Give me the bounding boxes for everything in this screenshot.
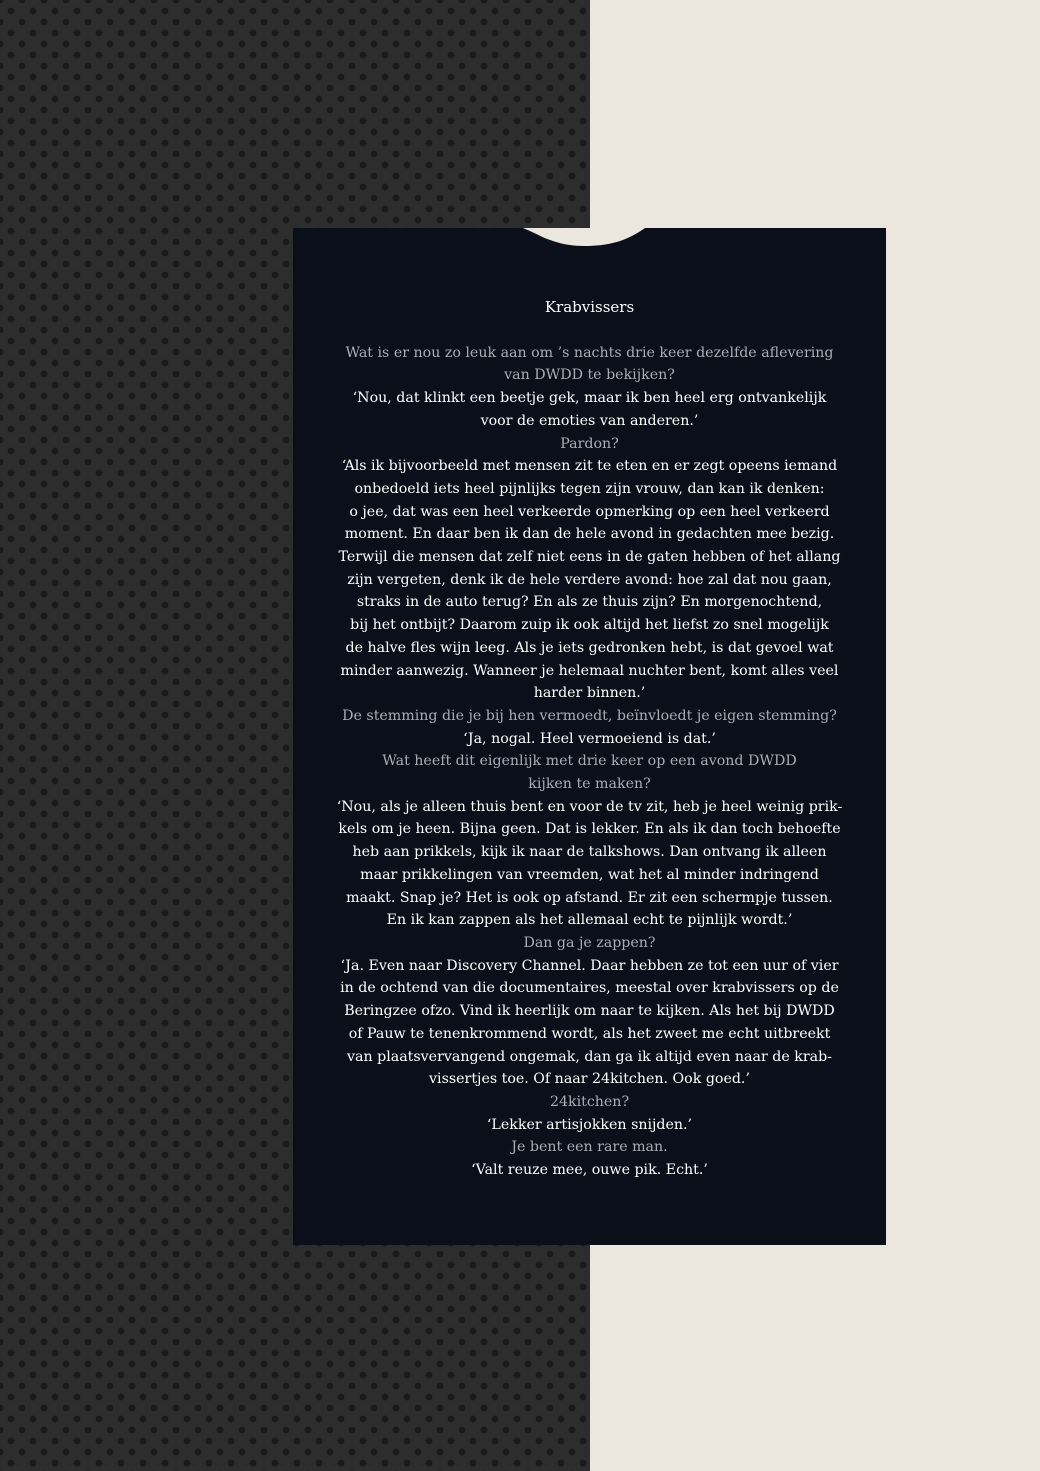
interview-question: De stemming die je bij hen vermoedt, beïnvloedt je eigen stemming? xyxy=(342,707,837,724)
article-title: Krabvissers xyxy=(544,298,635,316)
interview-answer: ‘Als ik bijvoorbeeld met mensen zit te eten en er zegt opeens iemand onbedoeld iets heel pijnlijks tegen zijn vrouw, dan kan ik denken: o jee, dat was een heel verkeerde opmerking op een heel verkeerd moment. En daar ben ik dan de hele avond in gedachten mee bezig. Terwijl die mensen dat zelf niet eens in de gaten hebben of het allang zijn vergeten, denk ik de hele verdere avond: hoe zal dat nou gaan, straks in de auto terug? En als ze thuis zijn? En morgenochtend, bij het ontbijt? Daarom zuip ik ook altijd het liefst zo snel mogelijk de halve fles wijn leeg. Als je iets gedronken hebt, is dat gevoel wat minder aanwezig. Wanneer je helemaal nuchter bent, komt alles veel harder binnen.’ xyxy=(338,458,841,702)
interview-question: Dan ga je zappen? xyxy=(523,934,656,951)
interview-answer: ‘Ja, nogal. Heel vermoeiend is dat.’ xyxy=(463,730,716,747)
article-card xyxy=(293,228,886,1245)
interview-answer: ‘Nou, als je alleen thuis bent en voor de tv zit, heb je heel weinig prik- kels om je heen. Bijna geen. Dat is lekker. En als ik dan toch behoefte heb aan prikkels, kijk ik naar de talkshows. Dan ontvang ik alleen maar prikkelingen van vreemden, wat het al minder indringend maakt. Snap je? Het is ook op afstand. Er zit een schermpje tussen. En ik kan zappen als het allemaal echt te pijnlijk wordt.’ xyxy=(336,798,843,929)
interview-answer: ‘Ja. Even naar Discovery Channel. Daar hebben ze tot een uur of vier in de ochtend van die documentaires, meestal over krabvissers op de Beringzee ofzo. Vind ik heerlijk om naar te kijken. Als het bij DWDD of Pauw te tenenkrommend wordt, als het zweet me echt uitbreekt van plaatsvervangend ongemak, dan ga ik altijd even naar de krab- vissertjes toe. Of naar 24kitchen. Ook goed.’ xyxy=(340,957,839,1088)
interview-article xyxy=(313,296,866,1182)
interview-question: Wat heeft dit eigenlijk met drie keer op een avond DWDD kijken te maken? xyxy=(382,753,797,793)
card-notch xyxy=(293,228,886,258)
interview-answer: ‘Nou, dat klinkt een beetje gek, maar ik ben heel erg ontvankelijk voor de emoties van anderen.’ xyxy=(352,390,827,429)
interview-answer: ‘Lekker artisjokken snijden.’ xyxy=(486,1116,693,1133)
interview-question: Pardon? xyxy=(560,435,619,452)
interview-answer: ‘Valt reuze mee, ouwe pik. Echt.’ xyxy=(471,1162,708,1179)
interview-question: Je bent een rare man. xyxy=(511,1139,668,1156)
interview-body xyxy=(313,342,866,1182)
interview-question: 24kitchen? xyxy=(549,1093,630,1110)
interview-question: Wat is er nou zo leuk aan om ’s nachts drie keer dezelfde aflevering van DWDD te bekijken? xyxy=(345,344,834,384)
